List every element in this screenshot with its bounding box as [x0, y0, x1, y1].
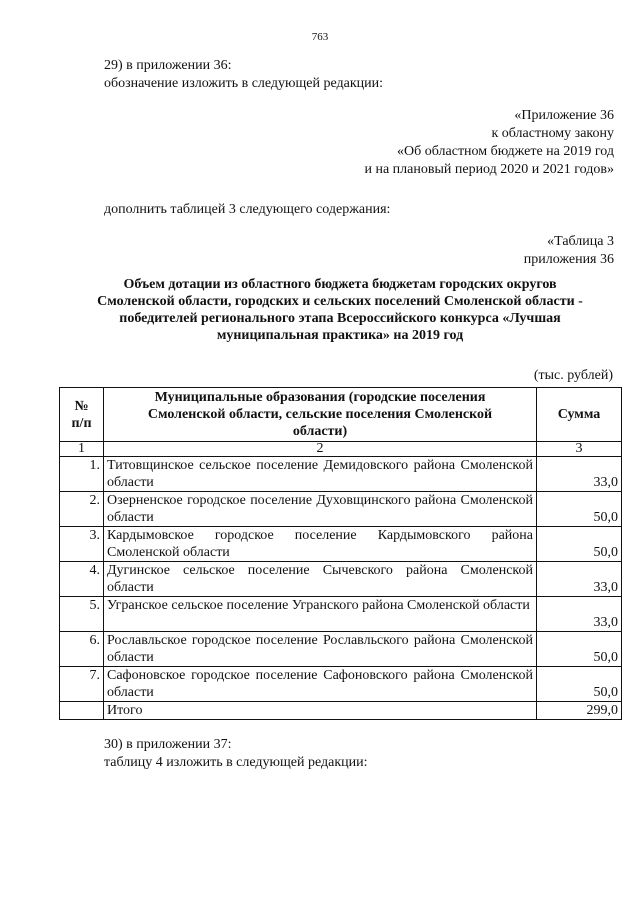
title-line-4: муниципальная практика» на 2019 год — [216, 328, 464, 343]
row-sum: 50,0 — [537, 492, 622, 527]
row-sum: 33,0 — [537, 562, 622, 597]
row-municipality: Кардымовское городское поселение Кардымовского района Смоленской области — [104, 527, 537, 562]
unit-label: (тыс. рублей) — [533, 368, 613, 383]
total-number-cell — [60, 702, 104, 720]
header-sum-line-1: Сумма — [557, 407, 601, 422]
supplement-line: дополнить таблицей 3 следующего содержания: — [104, 202, 391, 217]
after-line-2: таблицу 4 изложить в следующей редакции: — [104, 755, 368, 770]
header-municipality-line-1: Муниципальные образования (городские поселения — [154, 390, 486, 405]
appendix-line-3: «Об областном бюджете на 2019 год — [397, 144, 614, 159]
table-row — [60, 632, 622, 667]
row-number: 5. — [60, 597, 104, 632]
intro-line-2: обозначение изложить в следующей редакции: — [104, 76, 384, 91]
appendix-line-4: и на плановый период 2020 и 2021 годов» — [364, 162, 614, 177]
table-title — [60, 276, 620, 344]
title-line-2: Смоленской области, городских и сельских поселений Смоленской области - — [97, 294, 583, 309]
header-municipality — [104, 388, 537, 442]
row-number: 4. — [60, 562, 104, 597]
total-label: Итого — [104, 702, 537, 720]
row-sum: 33,0 — [537, 457, 622, 492]
table-row — [60, 597, 622, 632]
intro-line-1: 29) в приложении 36: — [104, 58, 232, 73]
row-sum: 50,0 — [537, 667, 622, 702]
table-ref-line-1: «Таблица 3 — [547, 234, 614, 249]
header-municipality-line-2: Смоленской области, сельские поселения Смоленской — [147, 407, 493, 422]
title-line-1: Объем дотации из областного бюджета бюджетам городских округов — [123, 277, 557, 292]
row-municipality: Дугинское сельское поселение Сычевского района Смоленской области — [104, 562, 537, 597]
index-cell-3: 3 — [537, 442, 622, 457]
title-line-3: победителей регионального этапа Всероссийского конкурса «Лучшая — [119, 311, 561, 326]
row-municipality: Сафоновское городское поселение Сафоновского района Смоленской области — [104, 667, 537, 702]
row-sum: 33,0 — [537, 597, 622, 632]
index-cell-2: 2 — [104, 442, 537, 457]
row-number: 2. — [60, 492, 104, 527]
index-cell-1: 1 — [60, 442, 104, 457]
header-municipality-line-3: области) — [292, 424, 348, 439]
header-number — [60, 388, 104, 442]
header-sum — [537, 388, 622, 442]
row-municipality: Титовщинское сельское поселение Демидовского района Смоленской области — [104, 457, 537, 492]
row-municipality: Угранское сельское поселение Угранского района Смоленской области — [104, 597, 537, 632]
table-row — [60, 527, 622, 562]
header-number-line-2: п/п — [71, 415, 92, 431]
row-number: 3. — [60, 527, 104, 562]
appendix-line-2: к областному закону — [491, 126, 614, 141]
table-row — [60, 562, 622, 597]
header-row — [60, 388, 622, 442]
budget-table — [59, 387, 622, 720]
row-municipality: Рославльское городское поселение Рославльского района Смоленской области — [104, 632, 537, 667]
row-number: 7. — [60, 667, 104, 702]
appendix-line-1: «Приложение 36 — [514, 108, 614, 123]
page-number: 763 — [311, 31, 329, 43]
after-line-1: 30) в приложении 37: — [104, 737, 232, 752]
row-sum: 50,0 — [537, 632, 622, 667]
row-number: 1. — [60, 457, 104, 492]
table-row — [60, 492, 622, 527]
table-row — [60, 667, 622, 702]
header-number-line-1: № — [74, 398, 89, 414]
row-number: 6. — [60, 632, 104, 667]
table-ref-line-2: приложения 36 — [523, 252, 614, 267]
table-row — [60, 457, 622, 492]
index-row — [60, 442, 622, 457]
row-municipality: Озерненское городское поселение Духовщинского района Смоленской области — [104, 492, 537, 527]
total-sum: 299,0 — [537, 702, 622, 720]
row-sum: 50,0 — [537, 527, 622, 562]
total-row — [60, 702, 622, 720]
